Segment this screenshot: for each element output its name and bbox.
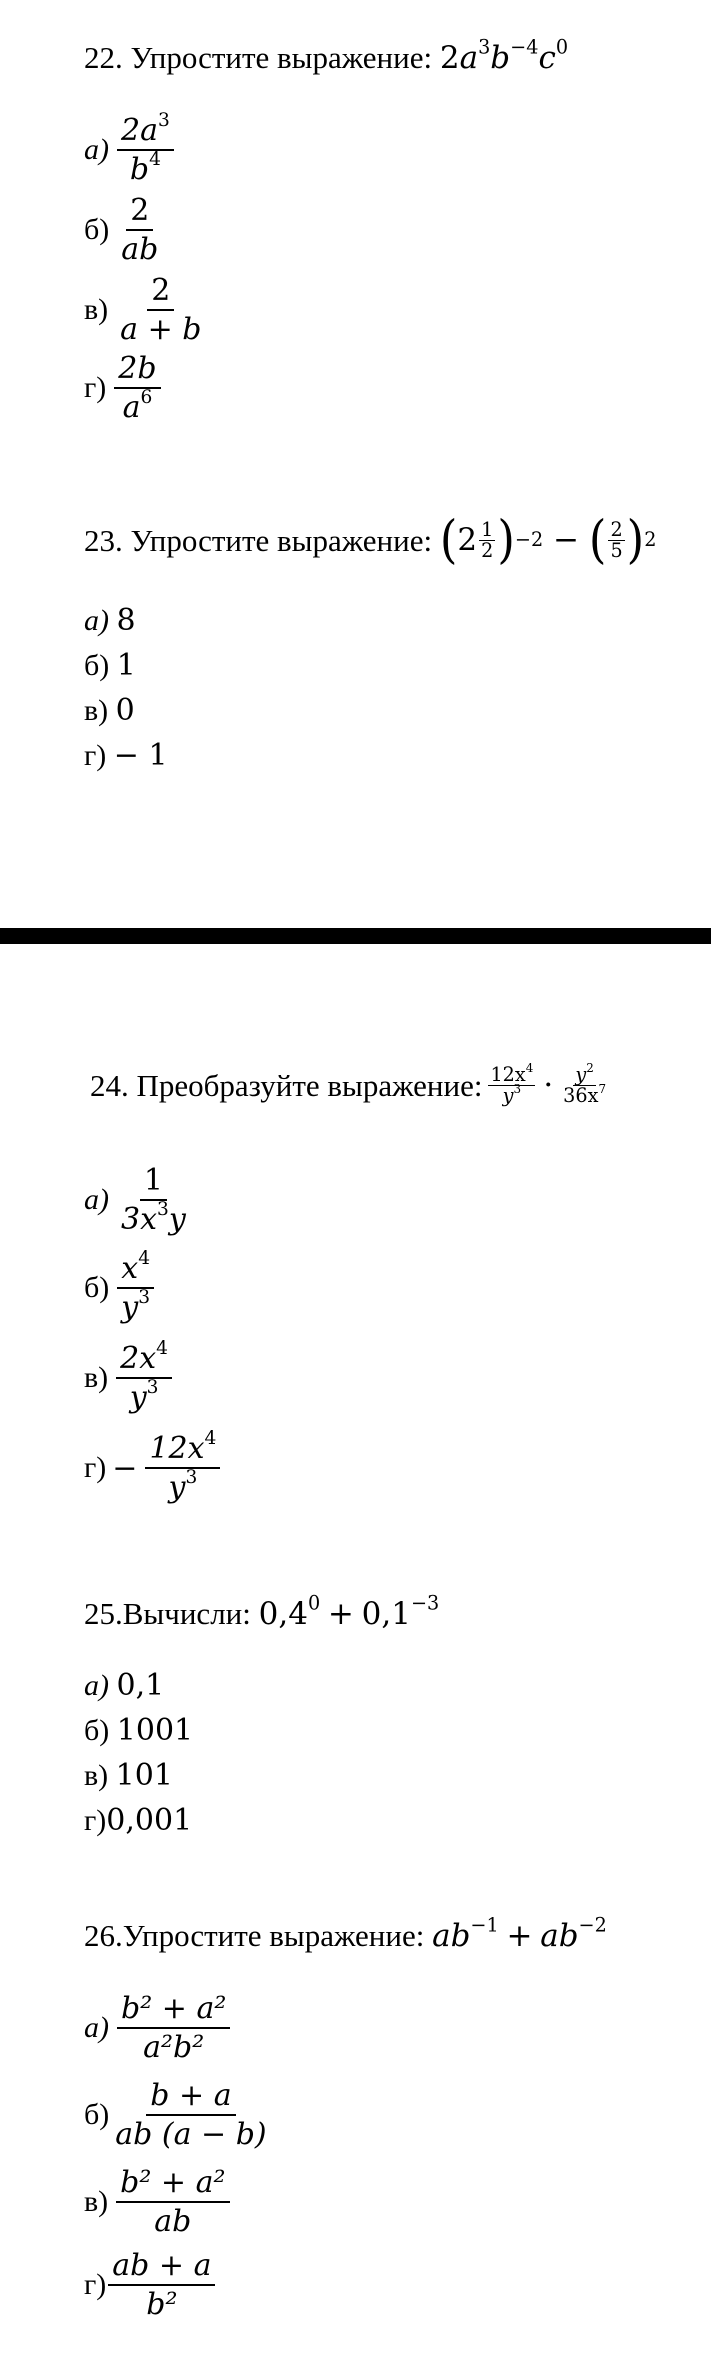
question-25-title bbox=[84, 1591, 440, 1632]
q23-option-v[interactable] bbox=[84, 693, 135, 728]
expr-var-a: a bbox=[459, 40, 479, 76]
plus-sign: + bbox=[506, 1918, 533, 1954]
option-label: а) bbox=[84, 1668, 109, 1702]
q24-option-a[interactable] bbox=[84, 1165, 190, 1235]
question-text: Преобразуйте выражение: bbox=[136, 1068, 483, 1104]
numerator: ab + a bbox=[108, 2250, 215, 2286]
numerator: 2 bbox=[147, 275, 174, 311]
q24-option-v[interactable] bbox=[84, 1338, 172, 1415]
question-number: 24. bbox=[90, 1068, 129, 1104]
option-label: г) bbox=[84, 1451, 107, 1484]
exp: 6 bbox=[140, 386, 153, 408]
option-fraction bbox=[117, 195, 162, 265]
exp: 3 bbox=[146, 1376, 159, 1398]
numerator: b² + a² bbox=[117, 1993, 230, 2029]
option-fraction bbox=[117, 110, 174, 187]
option-label: в) bbox=[84, 293, 109, 326]
numerator: b + a bbox=[146, 2080, 235, 2116]
q23-option-b[interactable] bbox=[84, 648, 136, 683]
numerator: 2b bbox=[114, 353, 160, 389]
option-fraction bbox=[108, 2250, 215, 2320]
exp: 3 bbox=[157, 1198, 169, 1220]
mixed-whole: 2 bbox=[457, 521, 478, 558]
option-label: в) bbox=[84, 1361, 109, 1394]
option-label: б) bbox=[84, 213, 110, 246]
page-separator bbox=[0, 928, 711, 944]
option-fraction bbox=[116, 2167, 229, 2237]
option-label: б) bbox=[84, 1271, 110, 1304]
denominator: y bbox=[168, 1469, 186, 1505]
numerator: 2a bbox=[121, 113, 158, 148]
option-value: 0 bbox=[115, 693, 135, 728]
denominator: y bbox=[129, 1379, 147, 1415]
option-label: б) bbox=[84, 648, 110, 682]
exp: −2 bbox=[578, 1913, 607, 1937]
question-number: 25. bbox=[84, 1596, 123, 1631]
option-label: г) bbox=[84, 1803, 107, 1837]
mixed-fraction bbox=[479, 517, 495, 562]
paren-open: ( bbox=[439, 508, 458, 570]
numerator: 12x bbox=[149, 1431, 205, 1466]
option-label: б) bbox=[84, 1713, 110, 1747]
option-fraction bbox=[117, 1165, 190, 1235]
multiply-dot: · bbox=[543, 1067, 554, 1104]
question-number: 23. bbox=[84, 522, 123, 558]
denominator: y bbox=[121, 1289, 139, 1325]
paren-open: ( bbox=[588, 508, 607, 570]
question-text: Упростите выражение: bbox=[130, 522, 433, 558]
expr-exp: −4 bbox=[510, 35, 539, 59]
option-value: 0,1 bbox=[116, 1668, 165, 1703]
denominator: b bbox=[129, 151, 150, 187]
denominator: ab bbox=[121, 231, 159, 267]
question-number: 22. bbox=[84, 40, 123, 75]
option-label: а) bbox=[84, 2011, 109, 2044]
q22-option-a[interactable] bbox=[84, 110, 174, 187]
q25-option-a[interactable] bbox=[84, 1668, 164, 1703]
option-fraction bbox=[117, 1993, 230, 2063]
numerator: 12x bbox=[490, 1063, 526, 1086]
denominator: ab (a − b) bbox=[115, 2116, 267, 2152]
term-1: ab bbox=[432, 1918, 471, 1954]
exp: −3 bbox=[410, 1591, 440, 1615]
option-label: г) bbox=[84, 2268, 107, 2301]
q26-option-b[interactable] bbox=[84, 2080, 271, 2150]
expr-fraction-1 bbox=[488, 1061, 535, 1108]
exp: 2 bbox=[586, 1061, 594, 1076]
option-label: в) bbox=[84, 693, 109, 727]
exp: 4 bbox=[204, 1428, 217, 1450]
denominator: a + b bbox=[120, 311, 202, 347]
q23-option-a[interactable] bbox=[84, 603, 136, 638]
exp: 4 bbox=[525, 1061, 534, 1076]
numerator: b² + a² bbox=[116, 2167, 229, 2203]
minus-sign: − bbox=[553, 521, 580, 558]
paren-close: ) bbox=[497, 508, 515, 570]
numerator: y bbox=[575, 1063, 587, 1086]
denominator: 36x bbox=[563, 1084, 599, 1108]
option-label: г) bbox=[84, 371, 107, 404]
option-value: 0,001 bbox=[106, 1803, 193, 1838]
option-fraction bbox=[116, 275, 205, 345]
option-label: г) bbox=[84, 738, 107, 772]
numerator: x bbox=[121, 1251, 139, 1286]
exp: 4 bbox=[138, 1248, 151, 1270]
question-text: Упростите выражение: bbox=[122, 1918, 425, 1953]
q25-option-v[interactable] bbox=[84, 1758, 173, 1793]
option-label: в) bbox=[84, 1758, 109, 1792]
option-label: а) bbox=[84, 1183, 109, 1216]
denominator: 5 bbox=[610, 538, 623, 562]
exp: 4 bbox=[156, 1338, 169, 1360]
numerator: 2x bbox=[120, 1341, 157, 1376]
expr-fraction-2 bbox=[561, 1061, 608, 1108]
question-24-title bbox=[90, 1061, 610, 1108]
denominator: y bbox=[502, 1084, 514, 1108]
denominator: b² bbox=[146, 2286, 178, 2322]
option-label: а) bbox=[84, 133, 109, 166]
question-26-title bbox=[84, 1913, 607, 1954]
expr-coef: 2 bbox=[439, 40, 460, 76]
term-2: ab bbox=[540, 1918, 579, 1954]
q24-option-g[interactable] bbox=[84, 1428, 220, 1505]
exp: 4 bbox=[149, 148, 161, 170]
option-value: 101 bbox=[115, 1758, 173, 1793]
expr-var-c: c bbox=[538, 40, 556, 76]
option-fraction bbox=[111, 2080, 270, 2150]
expr-exp: 3 bbox=[478, 35, 491, 59]
expr-var-b: b bbox=[490, 40, 511, 76]
term-1: 0,4 bbox=[258, 1596, 308, 1632]
denominator: 3x bbox=[121, 1201, 158, 1237]
option-label: а) bbox=[84, 603, 109, 637]
denominator: ab bbox=[154, 2203, 192, 2239]
numerator: 2 bbox=[126, 195, 153, 231]
option-label: в) bbox=[84, 2185, 109, 2218]
expression: ( 2 $\frac{1}{2}$ ) −2 − ( $\frac{2}{5}$ ) 2 bbox=[439, 508, 657, 570]
q26-option-v[interactable] bbox=[84, 2167, 230, 2237]
option-value: 8 bbox=[116, 603, 136, 638]
option-value: 1001 bbox=[116, 1713, 194, 1748]
option-value: 1 bbox=[116, 648, 136, 683]
exp: −1 bbox=[470, 1913, 499, 1937]
q22-option-v[interactable] bbox=[84, 275, 205, 345]
exp: 3 bbox=[138, 1286, 151, 1308]
option-fraction bbox=[145, 1428, 220, 1505]
question-22-title bbox=[84, 35, 569, 76]
q25-option-b[interactable] bbox=[84, 1713, 193, 1748]
minus-sign: − bbox=[112, 1450, 138, 1486]
fraction bbox=[608, 517, 624, 562]
option-label: б) bbox=[84, 2098, 110, 2131]
exp: 3 bbox=[513, 1082, 522, 1097]
option-value: − 1 bbox=[113, 738, 168, 773]
exp: 0 bbox=[307, 1591, 321, 1615]
question-number: 26. bbox=[84, 1918, 123, 1953]
question-23-title bbox=[84, 508, 657, 570]
denominator: 2 bbox=[481, 538, 494, 562]
denominator-var: y bbox=[168, 1201, 186, 1237]
q26-option-g[interactable] bbox=[84, 2250, 215, 2320]
q22-option-g[interactable] bbox=[84, 353, 161, 423]
denominator: a bbox=[122, 389, 141, 425]
plus-sign: + bbox=[327, 1596, 354, 1632]
term-2: 0,1 bbox=[361, 1596, 411, 1632]
question-text: Вычисли: bbox=[122, 1596, 251, 1631]
exp: 3 bbox=[157, 110, 170, 132]
expr-exp: 0 bbox=[555, 35, 569, 59]
numerator: 1 bbox=[481, 517, 494, 541]
denominator: a²b² bbox=[143, 2029, 205, 2065]
exp: 3 bbox=[185, 1466, 198, 1488]
q26-option-a[interactable] bbox=[84, 1993, 230, 2063]
q23-option-g[interactable] bbox=[84, 738, 168, 773]
q25-option-g[interactable] bbox=[84, 1803, 192, 1838]
q24-option-b[interactable] bbox=[84, 1248, 154, 1325]
numerator: 1 bbox=[140, 1165, 167, 1201]
exp: 7 bbox=[598, 1082, 607, 1097]
question-text: Упростите выражение: bbox=[130, 40, 433, 75]
option-fraction bbox=[116, 1338, 172, 1415]
option-fraction bbox=[114, 353, 160, 423]
paren-close: ) bbox=[626, 508, 645, 570]
option-fraction bbox=[117, 1248, 154, 1325]
q22-option-b[interactable] bbox=[84, 195, 162, 265]
numerator: 2 bbox=[610, 517, 623, 541]
